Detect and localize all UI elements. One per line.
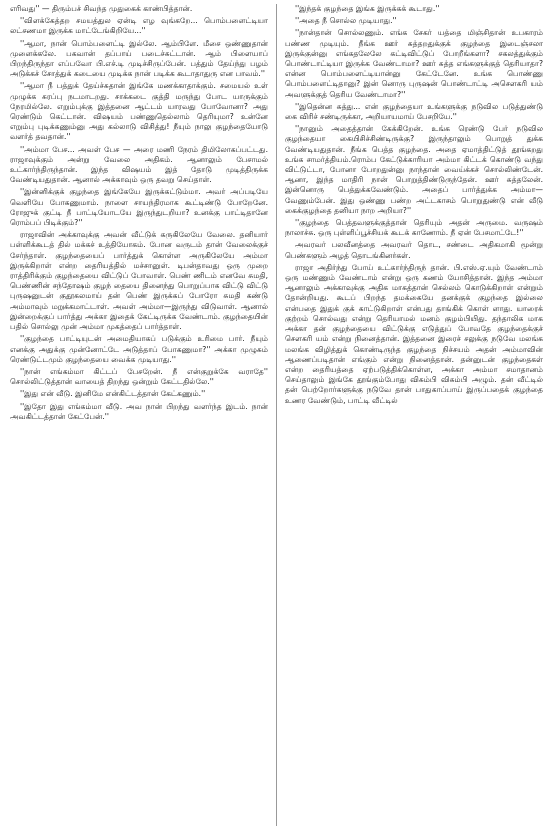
paragraph: ''இது என் வீடு. இனிமே என்கிட்டத்தான் கேட்கணும்.'': [20, 389, 206, 399]
paragraph: எரிவது'' — திரும்பச் சிவந்த முதுகைக் காண்பித்தான்.: [10, 4, 193, 13]
paragraph: ''அதை நீ சொல்ல முடியாது.'': [295, 16, 397, 26]
paragraph: ''விளக்கேத்தற சமயத்துல ஏன்டி எழ வுங்கறே... பொம்பளைட்டியா லட்சணமா இருக்க மாட்டேங்கிறியே...'': [10, 16, 268, 36]
paragraph: ராஜாவின் அக்காவுக்கு அவன் வீட்டுக் கருகிலேயே வேலை. தனியார் பள்ளிக்கூடத் தில் மக்கச் உத்தியோகம். போன வருடம் தான் வேலைக்குச் சேர்ந்தாள். குழந்தையைப் பார்த்துக் கொள்ள அருகிலேயே அம்மா இருக்கிறாள் என்ற தைரியத்தில் மச்சானுள். டிபன்தாவது ஒரு முறை ராத்திரிக்கும் குழந்தையை விட்டுப் போவாள். பெண் ணிடம் எனவே சுமதி, பெண்ணின் சந்தோஷம் குழந் தையை தினைந்து பொறுப்பாக விட்டு விட்டு புருஷனுடன் குதூகலமாய் தன் பெண் இருக்கப் போரோ சுமதி கண்டு அம்மாவும் மறுக்கமாட்டாள். அவள் அம்மா—இருந்து விடுவாள். ஆனால் இன்றைக்குப் பார்த்து அக்கா இதைக் கேட்டிருக்க வேண்டாம். குழந்தையின் பதில் சொல்லு முன் அம்மா முகத்தைப் பார்த்தாள்.: [10, 230, 268, 332]
right-column: [285, 4, 543, 826]
paragraph: ''இதோ இது எங்கம்மா வீடு. அவ நான் பிறந்து வளர்ந்த இடம். நான் அவகிட்டத்தான் கேட்பேன்.'': [10, 401, 268, 421]
paragraph: ''குழந்தை பாட்டியுடன் அமைதியாகப் படுக்கும் உரிமை பார். நீயும் எனக்கு அதுக்கு முன்னோட்டே அடுத்தாப் போகணுமா?'' அக்கா முழுசும் ரெண்டுட்டமும் குழந்தையை வைக்க முடியாது.'': [10, 334, 268, 364]
paragraph: ''ஆமா, நான் பொம்பளைட்டி இல்லே. ஆம்பிளே. மீசை ஒண்ணுதான் முளைக்கலே. பகவான் தப்பாய் படைச்சுட்டான். ஆம் பிளையாப் பிறந்திருந்தா எப்பவோ பி.எச்.டி முடிச்சிருப்பேன். பத்தும் தேய்ந்து பழம் அடுக்கச் சோத்துக் கடையை முடிக்க நான் படிக்க கூடாதாதுரு என பாவம்.'': [10, 38, 268, 79]
paragraph: ''குழந்தை பெத்தவளுக்குத்தான் தெரியும் அதன் அருமை. வருஷம் நாலாச்சு. ஒரு புள்ளிப்பூச்சியக் கூடக் காணோம். நீ ஏன் பேசமாட்டே!'': [285, 218, 543, 238]
paragraph: ''ஆமா நீ பத்துக் தேய்ச்சுதான் இங்கே மணக்காதாக்கும். சமையல் உள் முழுக்க சுரப்பு நடமாடறது. சாக்கடை குத்தி மருந்து போட யாருக்கும் நேரமில்லே. எறும்புக்கு இத்தனை ஆட்டம் யாரவது போவோனா? அது ரெண்டும் கெட்டான். விஷயம் பண்ணுதெல்லாம் தெரியுமா? உன்னே எறும்பு புடிக்கணும்னு அது கல்லாடு விசித்து! நீயும் நாலு குழந்தையோடு வளர்த் தவதான்.'': [10, 81, 268, 142]
paragraph: ''இந்தக் குழந்தை இங்க இருக்கக் கூடாது.'': [295, 4, 440, 13]
paragraph: ''நான் எங்கம்மா கிட்டப் பேசறேன். நீ என்குறுக்கே வராதே'' சொல்லிட்டுத்தான் வாயைத் திறந்து ஒன்றும் கேட்டதில்லே.'': [10, 366, 268, 387]
paragraph: ''அம்மா பேச... அவள் பேச — அரை மணி நேரம் திமிலோகப்பட்டது. ராஜாவுக்கும் அன்று வேலை அதிகம். ஆனாலும் பேசாமல் உட்கார்ந்திருந்தான். இந்த விஷயம் இத் தோடு முடித்திருக்க வேண்டியதுதான். ஆனால் அக்காவும் ஒரு தவறு செய்தாள்.: [10, 144, 268, 185]
column-divider: [276, 4, 277, 826]
paragraph: ''நானும் அதைத்தான் கேக்கிறேன். உங்க ரெண்டு பேர் நடுவில குழந்தையா கையிசிச்சிண்டிருக்கு? இருந்தாலும் பொறுத் துக்க வேண்டியதுதான். நீங்க பெத்த குழந்தை. அதை ஏமாத்திட்டுத் தூங்கறது உங்க சாமர்த்தியம்.ரொம்ப கேட்டுக்காரியா அம்மா கிட்டக் கொண்டு வந்து விட்டுட்டா, போனா போறதுன்னு நாந்தான் வைய்க்கச் சொல்லிண்டேன். ஆனா, இந்த மாதிரி நான் பொறுத்திண்டுருந்தேன். ஊர் சுத்தலேன். இன்னொரு பெத்துக்கவேண்டும். அதைப் பார்த்துக்க அம்மா—வேணும்பேன். இது ஒண்ணு பண்ற அட்டகாசம் பொறுதுண்டு என் வீடு கைக்குழந்தை தனியா நாற அறியா?'': [285, 124, 543, 215]
paragraph: ''இதென்ன சுத்து... என் குழந்தையா உங்களுக்கு நடுவில படுத்துண்டு கை விரிச் சண்டிருக்கா, அறியாயமாய் பேசறியே.'': [285, 101, 543, 122]
paragraph: ''நான்தான் சொல்லணும். எங்க சேகர் யத்தை மிஞ்சிதான் உபகாரம் பண்ண முடியும். நீங்க ஊர் சுத்தறதுக்குக் குழந்தை இடைஞ்சலா இருக்குன்னு எங்கதலேலே கட்டிவிட்டுப் போறீங்களா? சகலத்துக்கும் பொண்டாட்டியா இருக்க வேண்டாமா? ஊர் சுத்த எங்களுக்குத் தெரியாதா? என்ன பொம்பளைட்டியான்னு கேட்டேனே. உங்க பொண்ணு பொம்பளைட்டிதானு? இன் னொரு புருஷன் பொண்டாட்டி அசௌகரி யம் அவளுக்குத் தெரிய வேண்டாமா?'': [285, 28, 543, 99]
paragraph: அவரவர் பலவீனத்தை அவரவர் தொட, சண்டை அதிகமாகி மூன்று பெண்களும் அழத் தொடங்கினர்கள்.: [285, 240, 543, 260]
paragraph: ''இன்னிக்குக் குழந்தை இங்கேயே இருக்கட்டும்மா. அவர் அப்படியே வெளியே போகணுமாம். நாளை சாயந்திரமாக கூட்டிண்டு போறேனே. ரோஜுக் குட்டி நீ பாட்டியோடயே இருந்துடறியா? உனக்கு பாட்டிதானே ரொம்பப் பிடிக்கும்?'': [10, 187, 268, 228]
paragraph: ராஜா அதிர்ந்து போய் உட்கார்ந்திருந் தான். பி.எஸ்.ஏ.யும் வேண்டாம் ஒரு மண்ணும் வேண்டாம் என்று ஒரு கணம் யோசித்தான். இந்த அம்மா ஆனாலும் அக்காவுக்கு அதிக மாகத்தான் செல்லம் கொடுக்கிறாள் என்றும் தோன்றியது. கூடப் பிறந்த தமக்கையே தனக்குக் குழந்தை இல்லை என்பதை இதுக் குக் காட்டுகிறாள் என்பது தாங்கிக் கொள் ளாது. யாரைக் குற்றம் சொல்வது என்று தெரியாமல் மனம் குழம்பியிது. தந்தாலிக மாக அக்கா தன் குழந்தையை விட்டுக்கு எடுத்துப் போவதே குழந்தைக்குச் சௌகரி யம் என்று நினைத்தான். இத்தனை இரைச் சலுக்கு நடுவே மலங்க மலங்க விழித்துக் கொண்டிருந்த குழந்தை நிச்சயம் அதன் அம்மாவின் ஆணைப்படிதான் எங்கும் என்று நினைத்தான். தன்னுடன் குழந்தைகள் என்ற தைரியத்தை ஏற்படுத்திக்கொள்ள, அக்கா அம்மா சமாதானம் செய்தாலும் இங்கே தூங்கும்போது விசும்பி விசும்பி அழும். தன் வீட்டில் தன் பெற்றோர்களுக்கு நடுவே தான் பாதுகாப்பாய் இருப்பதைக் குழந்தை உணர வேண்டும், பாட்டி வீட்டில்: [285, 262, 543, 405]
left-column: [10, 4, 268, 826]
